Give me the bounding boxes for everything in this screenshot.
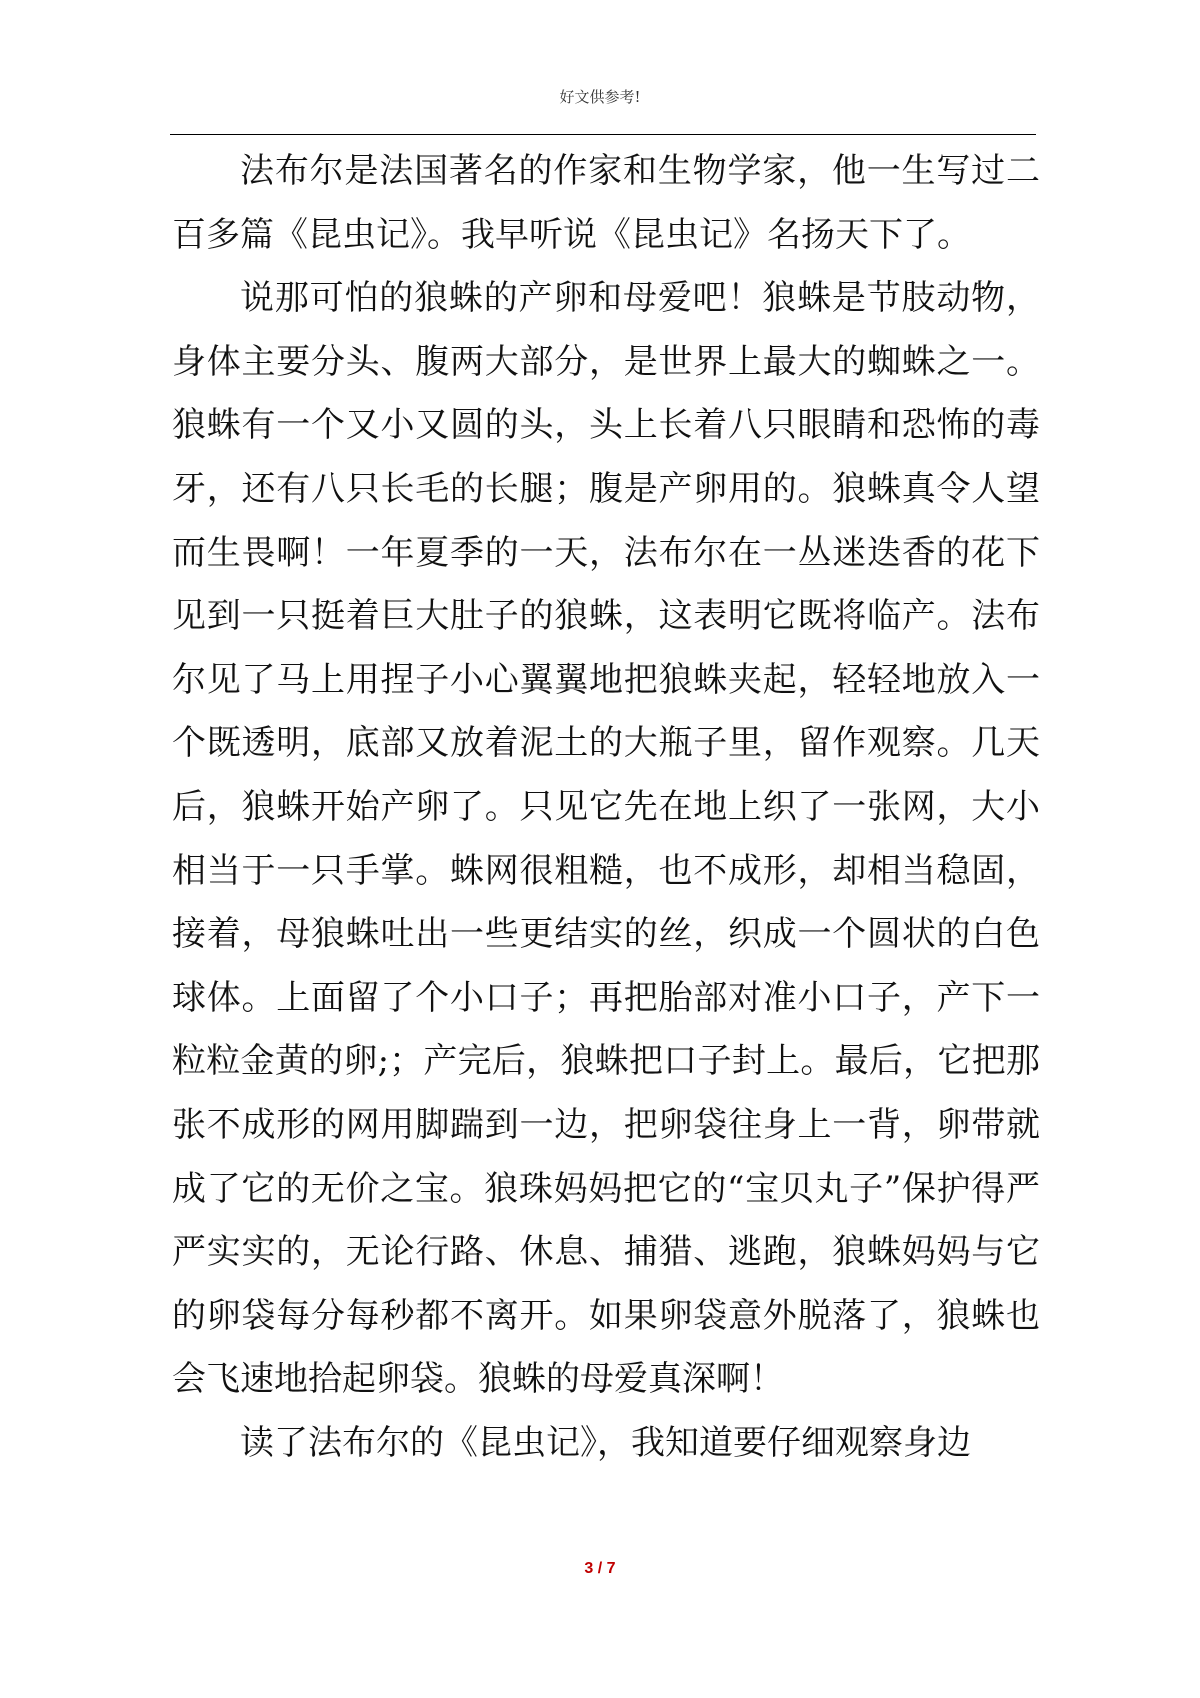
paragraph-3: 读了法布尔的《昆虫记》，我知道要仔细观察身边 (240, 1422, 971, 1463)
page-header: 好文供参考! (559, 88, 641, 106)
header-divider (170, 134, 1036, 135)
paragraph-2: 说那可怕的狼蛛的产卵和母爱吧！狼蛛是节肢动物，身体主要分头、腹两大部分，是世界上最大的蜘蛛之一。狼蛛有一个又小又圆的头，头上长着八只眼睛和恐怖的毒牙，还有八只长毛的长腿；腹是产卵用的。狼蛛真令人望而生畏啊！一年夏季的一天，法布尔在一丛迷迭香的花下见到一只挺着巨大肚子的狼蛛，这表明它既将临产。法布尔见了马上用捏子小心翼翼地把狼蛛夹起，轻轻地放入一个既透明，底部又放着泥土的大瓶子里，留作观察。几天后，狼蛛开始产卵了。只见它先在地上织了一张网，大小相当于一只手掌。蛛网很粗糙，也不成形，却相当稳固，接着，母狼蛛吐出一些更结实的丝，织成一个圆状的白色球体。上面留了个小口子；再把胎部对准小口子，产下一粒粒金黄的卵;；产完后，狼蛛把口子封上。最后，它把那张不成形的网用脚踹到一边，把卵袋往身上一背，卵带就成了它的无价之宝。狼珠妈妈把它的“宝贝丸子”保护得严严实实的，无论行路、休息、捕猎、逃跑，狼蛛妈妈与它的卵袋每分每秒都不离开。如果卵袋意外脱落了，狼蛛也会飞速地拾起卵袋。狼蛛的母爱真深啊！ (172, 278, 1041, 1400)
paragraph-1: 法布尔是法国著名的作家和生物学家，他一生写过二百多篇《昆虫记》。我早听说《昆虫记》名扬天下了。 (172, 151, 1040, 255)
page-number: 3 / 7 (584, 1560, 616, 1577)
document-body (172, 140, 1040, 1475)
